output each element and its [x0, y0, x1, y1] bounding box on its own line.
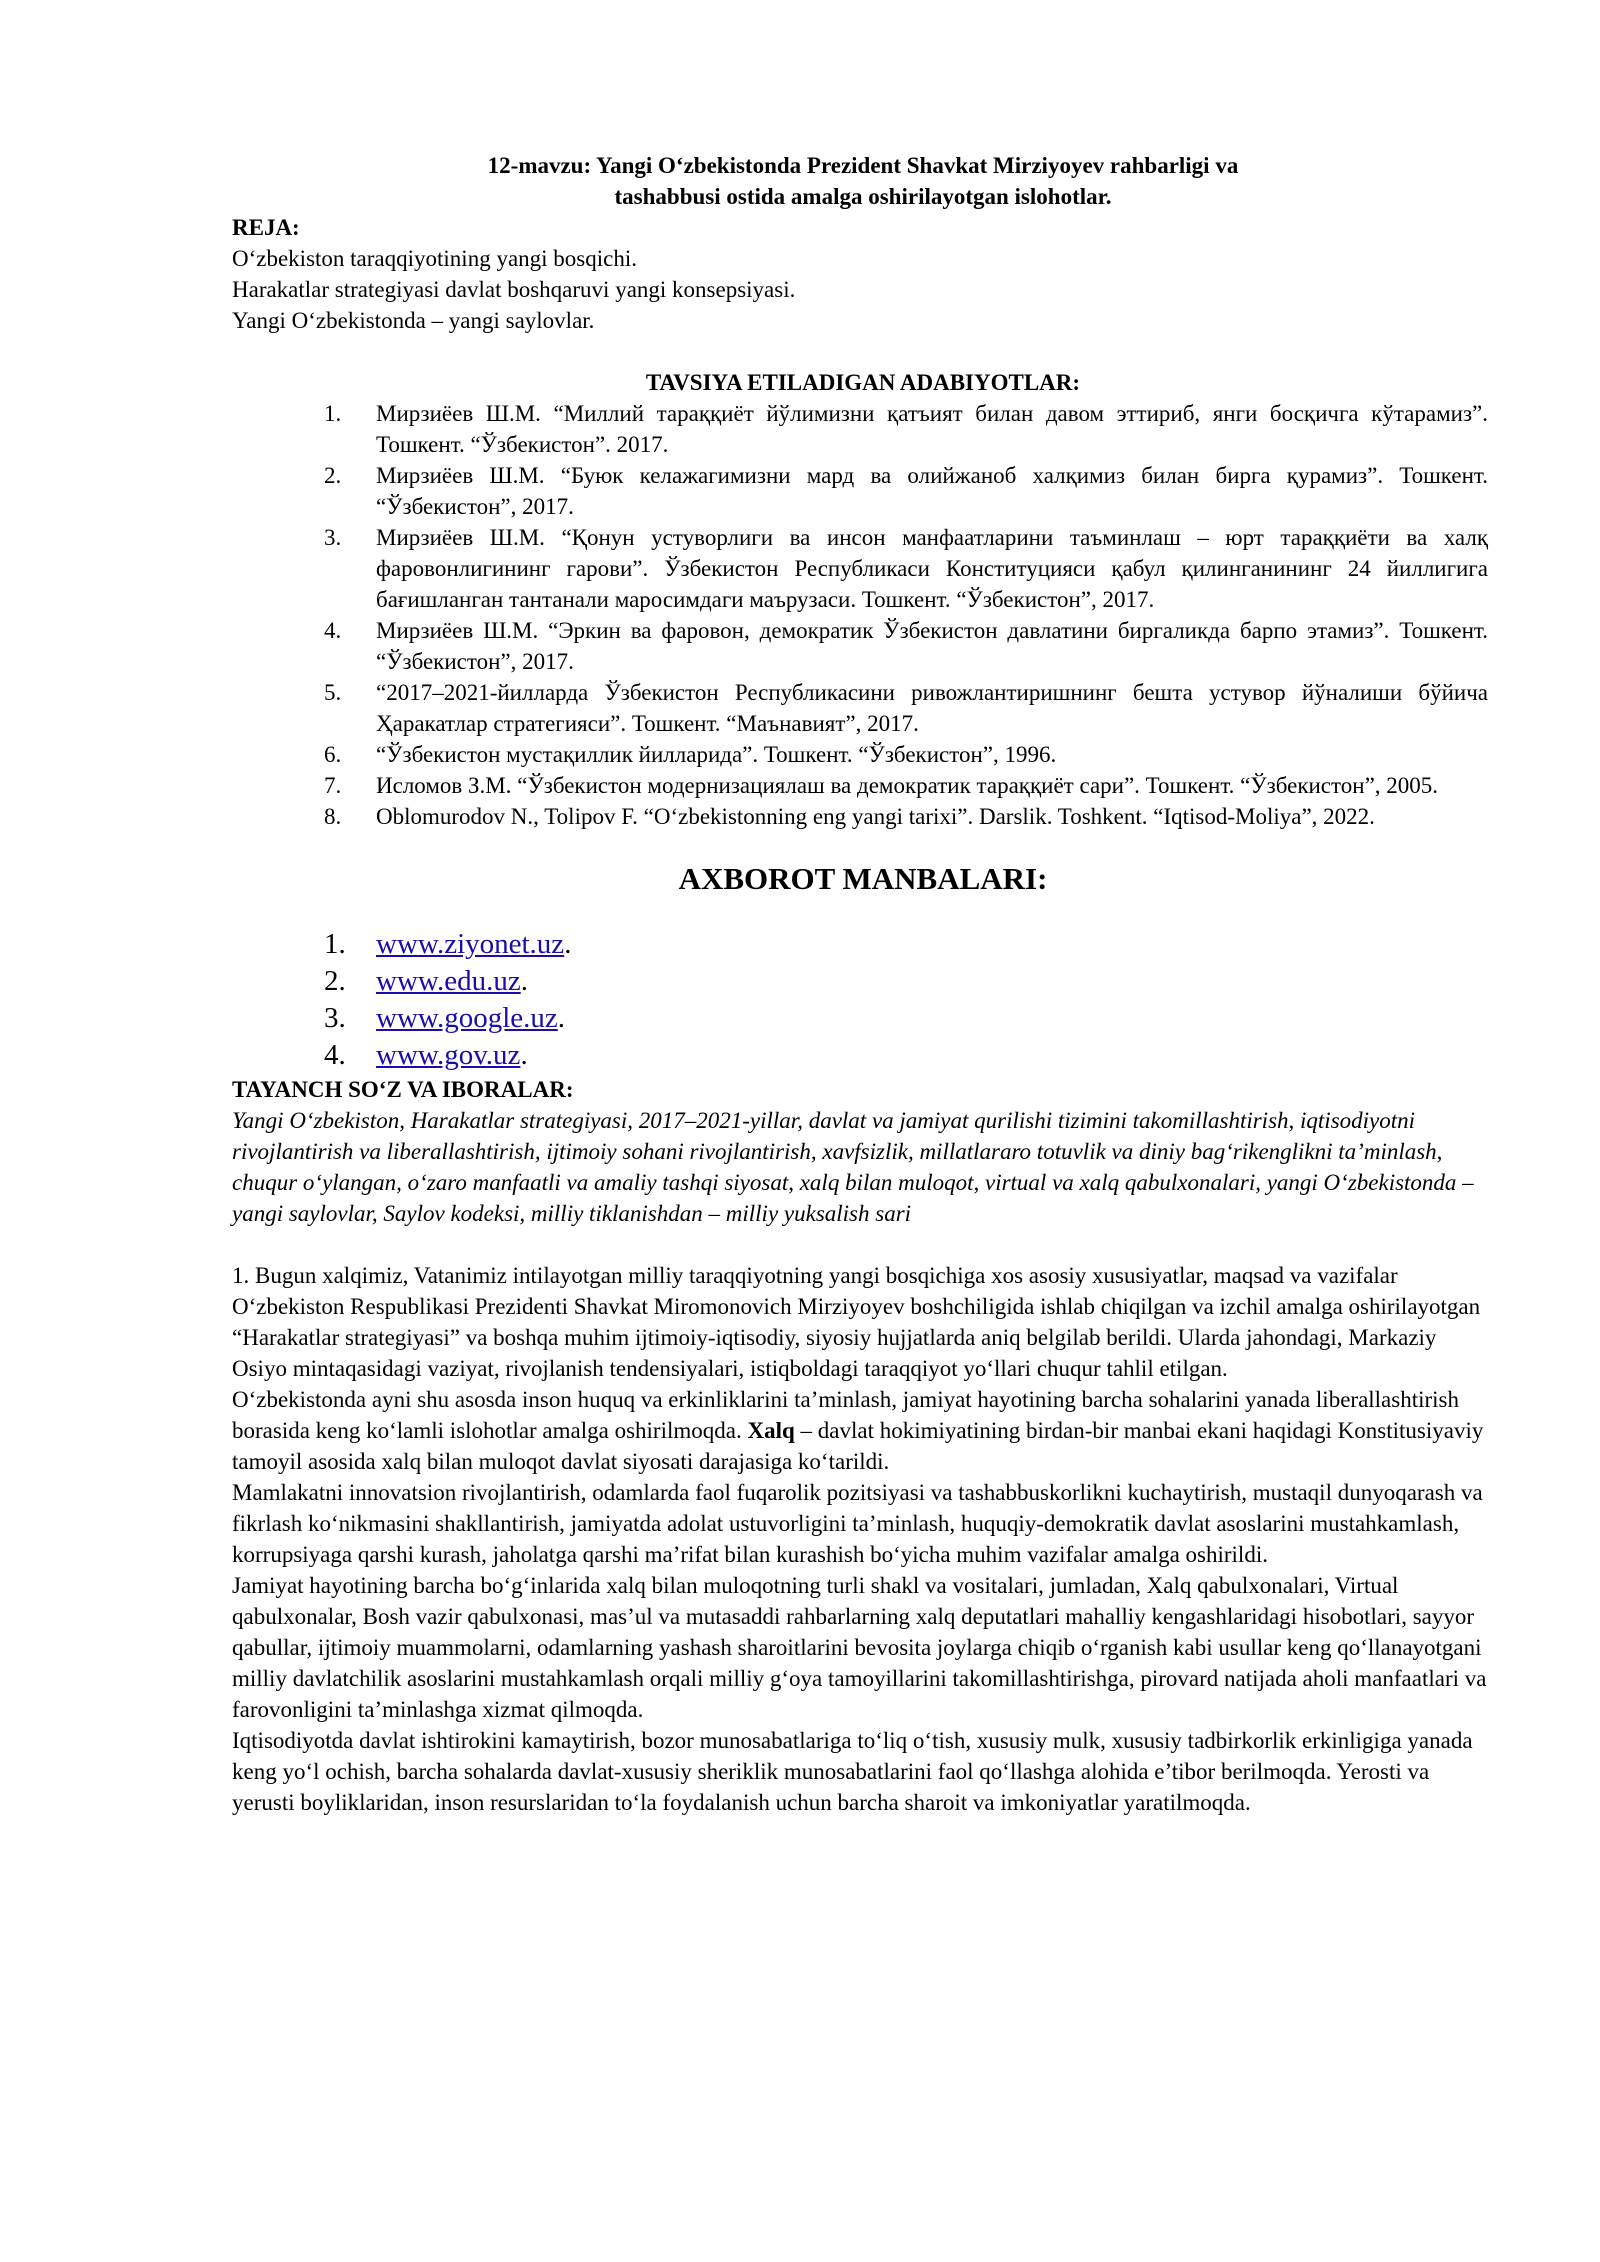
reference-text: “Ўзбекистон мустақиллик йилларида”. Тошкент. “Ўзбекистон”, 1996.: [376, 742, 1057, 767]
body-paragraph-5: Iqtisodiyotda davlat ishtirokini kamaytirish, bozor munosabatlariga to‘liq o‘tish, xususiy mulk, xususiy tadbirkorlik erkinligiga yanada keng yo‘l ochish, barcha sohalarda davlat-xususiy sheriklik munosabatlarini faol qo‘llashga alohida e’tibor berilmoqda. Yerosti va yerusti boyliklaridan, inson resurslaridan to‘la foydalanish uchun barcha sharoit va imkoniyatlar yaratilmoqda.: [232, 1728, 1473, 1815]
source-number: 4.: [324, 1039, 346, 1071]
reference-number: 6.: [324, 742, 342, 767]
reference-number: 1.: [324, 401, 342, 426]
reference-number: 4.: [324, 618, 342, 643]
source-suffix: .: [557, 1002, 565, 1034]
reference-number: 2.: [324, 463, 342, 488]
reference-text: Исломов З.М. “Ўзбекистон модернизациялаш ва демократик тараққиёт сари”. Тошкент. “Ўзбекистон”, 2005.: [376, 773, 1439, 798]
source-number: 2.: [324, 965, 346, 997]
reference-item: [232, 615, 1494, 677]
reference-item: [232, 460, 1494, 522]
reja-list: [232, 243, 1494, 336]
reference-number: 3.: [324, 525, 342, 550]
source-item: [232, 963, 1494, 1000]
source-link-gov[interactable]: www.gov.uz: [376, 1039, 521, 1071]
reference-text: Мирзиёев Ш.М. “Миллий тараққиёт йўлимизни қатъият билан давом эттириб, янги босқичга кўтарамиз”. Тошкент. “Ўзбекистон”. 2017.: [376, 401, 1488, 457]
reference-item: [232, 677, 1494, 739]
reference-text: Мирзиёев Ш.М. “Қонун устуворлиги ва инсон манфаатларини таъминлаш – юрт тараққиёти ва халқ фаровонлигининг гарови”. Ўзбекистон Республикаси Конституцияси қабул қилинганининг 24 йиллигига бағишланган тантанали маросимдаги маърузаси. Тошкент. “Ўзбекистон”, 2017.: [376, 525, 1488, 612]
body-paragraph-1: 1. Bugun xalqimiz, Vatanimiz intilayotgan milliy taraqqiyotning yangi bosqichiga xos asosiy xususiyatlar, maqsad va vazifalar O‘zbekiston Respublikasi Prezidenti Shavkat Miromonovich Mirziyoyev boshchiligida ishlab chiqilgan va izchil amalga oshirilayotgan “Harakatlar strategiyasi” va boshqa muhim ijtimoiy-iqtisodiy, siyosiy hujjatlarda aniq belgilab berildi. Ularda jahondagi, Markaziy Osiyo mintaqasidagi vaziyat, rivojlanish tendensiyalari, istiqboldagi taraqqiyot yo‘llari chuqur tahlil etilgan.: [232, 1263, 1481, 1381]
reja-item: Harakatlar strategiyasi davlat boshqaruvi yangi konsepsiyasi.: [232, 277, 796, 302]
reference-text: Oblomurodov N., Tolipov F. “O‘zbekistonning eng yangi tarixi”. Darslik. Toshkent. “Iqtisod-Moliya”, 2022.: [376, 804, 1375, 829]
spacer: [232, 1229, 1494, 1260]
references-heading: TAVSIYA ETILADIGAN ADABIYOTLAR:: [645, 370, 1081, 395]
body-paragraph-4: Jamiyat hayotining barcha bo‘g‘inlarida xalq bilan muloqotning turli shakl va vositalari, jumladan, Xalq qabulxonalari, Virtual qabulxonalar, Bosh vazir qabulxonasi, mas’ul va mutasaddi rahbarlarning xalq deputatlari mahalliy kengashlaridagi hisobotlari, sayyor qabullar, ijtimoiy muammolarni, odamlarning yashash sharoitlarini bevosita joylarga chiqib o‘rganish kabi usullar keng qo‘llanayotgani milliy davlatchilik asoslarini mustahkamlash orqali milliy g‘oya tamoyillarini takomillashtirishga, pirovard natijada aholi manfaatlari va farovonligini ta’minlashga xizmat qilmoqda.: [232, 1573, 1487, 1722]
document-title: [232, 150, 1494, 212]
source-suffix: .: [520, 965, 528, 997]
source-item: [232, 1000, 1494, 1037]
title-line-2: tashabbusi ostida amalga oshirilayotgan islohotlar.: [614, 184, 1112, 209]
reference-number: 5.: [324, 680, 342, 705]
paragraph-2-start: O‘zbekistonda ayni shu asosda inson huquq va erkinliklarini ta’minlash, jamiyat hayotining barcha sohalarini yanada liberallashtirish borasida keng ko‘lamli islohotlar amalga oshirilmoqda.: [232, 1387, 1459, 1443]
reja-heading: REJA:: [232, 215, 300, 240]
body-paragraph-2: [232, 1384, 1494, 1477]
sources-heading: AXBOROT MANBALARI:: [678, 861, 1048, 896]
source-link-google[interactable]: www.google.uz: [376, 1002, 558, 1034]
keywords-text: Yangi O‘zbekiston, Harakatlar strategiyasi, 2017–2021-yillar, davlat va jamiyat qurilishi tizimini takomillashtirish, iqtisodiyotni rivojlantirish va liberallashtirish, ijtimoiy sohani rivojlantirish, xavfsizlik, millatlararo totuvlik va diniy bag‘rikenglikni ta’minlash, chuqur o‘ylangan, o‘zaro manfaatli va amaliy tashqi siyosat, xalq bilan muloqot, virtual va xalq qabulxonalari, yangi O‘zbekistonda – yangi saylovlar, Saylov kodeksi, milliy tiklanishdan – milliy yuksalish sari: [232, 1108, 1474, 1226]
reference-item: [232, 398, 1494, 460]
references-list: [232, 398, 1494, 832]
title-line-1: 12-mavzu: Yangi O‘zbekistonda Prezident Shavkat Mirziyoyev rahbarligi va: [487, 153, 1239, 178]
paragraph-2-end: – davlat hokimiyatining birdan-bir manbai ekani haqidagi Konstitusiyaviy tamoyil asosida xalq bilan muloqot davlat siyosati darajasiga ko‘tarildi.: [232, 1418, 1484, 1474]
keywords-heading: TAYANCH SO‘Z VA IBORALAR:: [232, 1077, 574, 1102]
reference-item: [232, 801, 1494, 832]
document-page: [232, 150, 1494, 1818]
source-number: 1.: [324, 928, 346, 960]
source-suffix: .: [520, 1039, 528, 1071]
reference-text: Мирзиёев Ш.М. “Эркин ва фаровон, демократик Ўзбекистон давлатини биргаликда барпо этамиз”. Тошкент. “Ўзбекистон”, 2017.: [376, 618, 1488, 674]
reference-item: [232, 770, 1494, 801]
source-number: 3.: [324, 1002, 346, 1034]
reference-item: [232, 739, 1494, 770]
source-suffix: .: [564, 928, 572, 960]
reference-item: [232, 522, 1494, 615]
sources-list: [232, 926, 1494, 1074]
reference-number: 7.: [324, 773, 342, 798]
source-link-ziyonet[interactable]: www.ziyonet.uz: [376, 928, 565, 960]
reference-text: “2017–2021-йилларда Ўзбекистон Республикасини ривожлантиришнинг бешта устувор йўналиши бўйича Ҳаракатлар стратегияси”. Тошкент. “Маънавият”, 2017.: [376, 680, 1488, 736]
reference-text: Мирзиёев Ш.М. “Буюк келажагимизни мард ва олийжаноб халқимиз билан бирга қурамиз”. Тошкент. “Ўзбекистон”, 2017.: [376, 463, 1488, 519]
reja-item: O‘zbekiston taraqqiyotining yangi bosqichi.: [232, 246, 637, 271]
reja-item: Yangi O‘zbekistonda – yangi saylovlar.: [232, 308, 595, 333]
reference-number: 8.: [324, 804, 342, 829]
source-item: [232, 1037, 1494, 1074]
paragraph-2-bold: Xalq: [747, 1418, 795, 1443]
source-link-edu[interactable]: www.edu.uz: [376, 965, 521, 997]
source-item: [232, 926, 1494, 963]
body-paragraph-3: Mamlakatni innovatsion rivojlantirish, odamlarda faol fuqarolik pozitsiyasi va tashabbuskorlikni kuchaytirish, mustaqil dunyoqarash va fikrlash ko‘nikmasini shakllantirish, jamiyatda adolat ustuvorligini ta’minlash, huquqiy-demokratik davlat asoslarini mustahkamlash, korrupsiyaga qarshi kurash, jaholatga qarshi ma’rifat bilan kurashish bo‘yicha muhim vazifalar amalga oshirildi.: [232, 1480, 1483, 1567]
